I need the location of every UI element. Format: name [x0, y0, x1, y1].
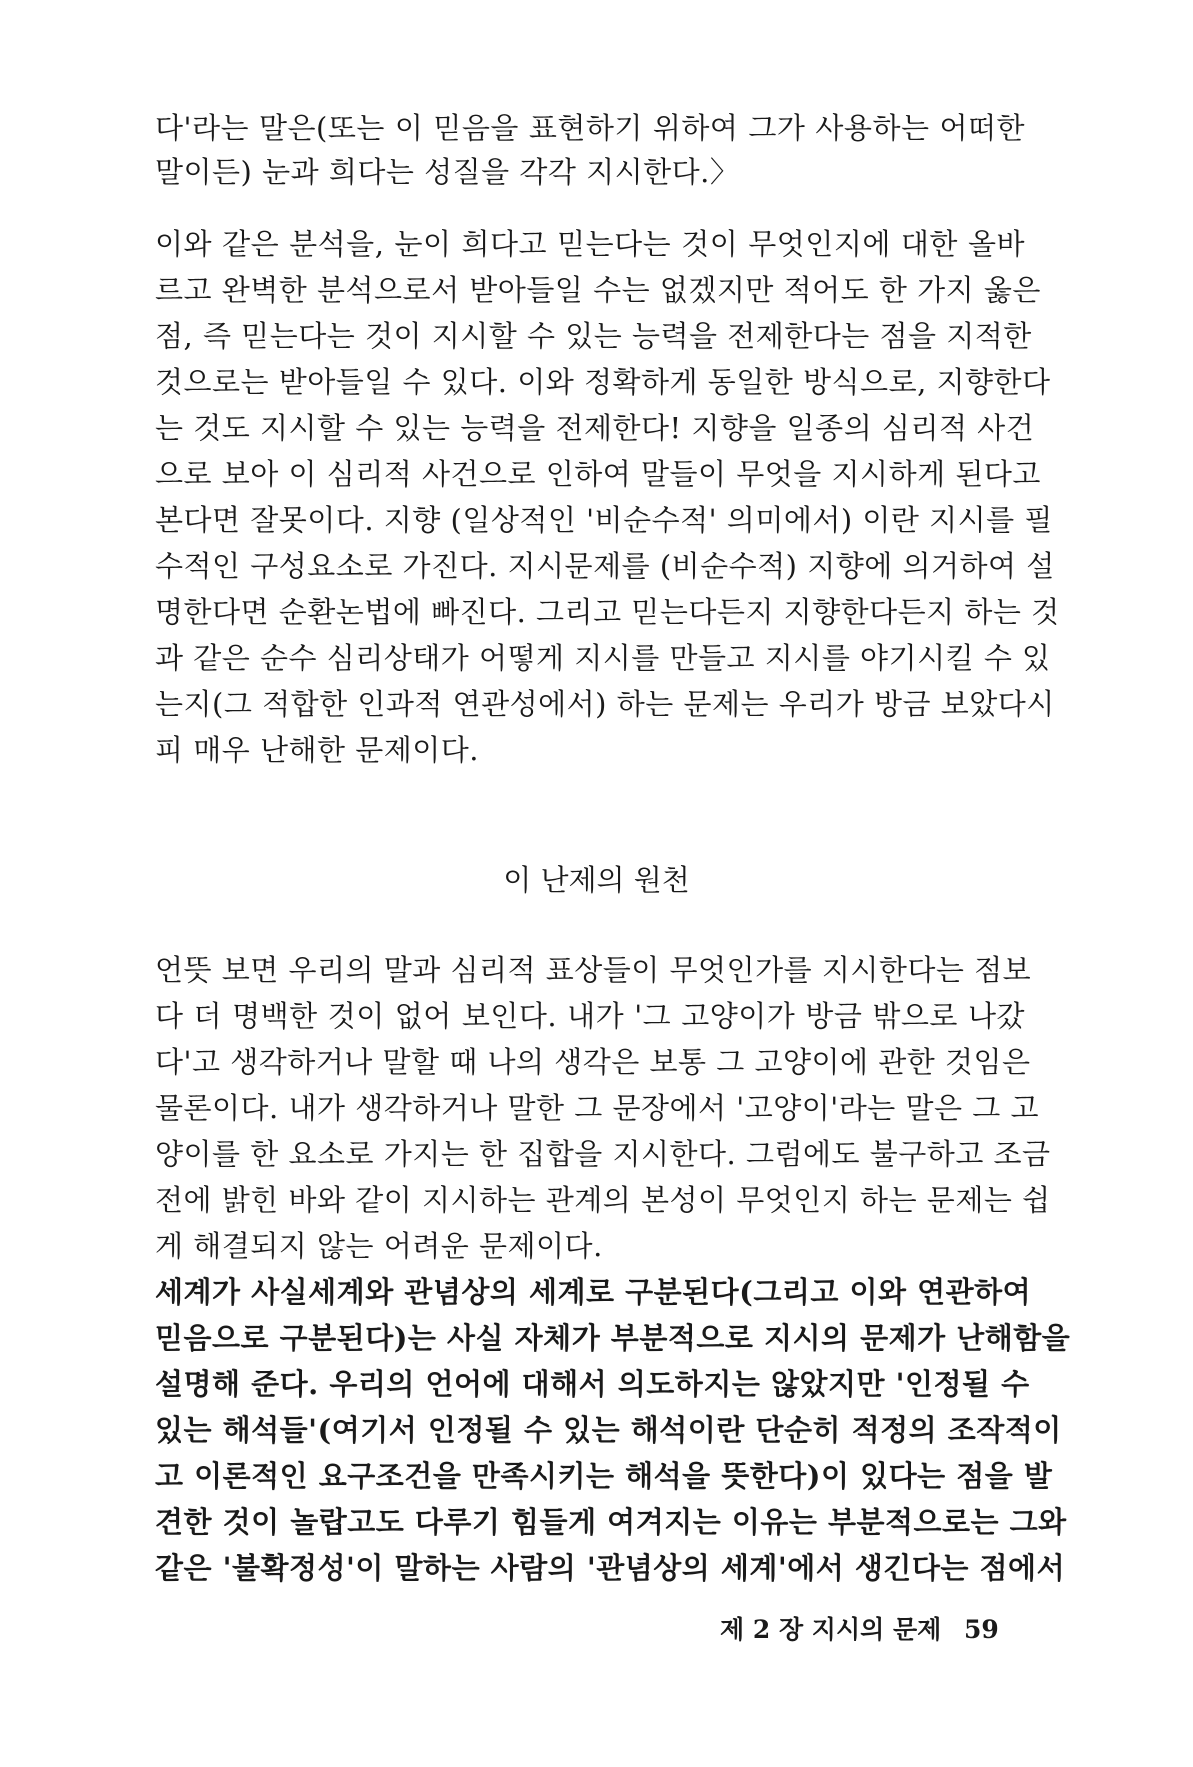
text-line: 믿음으로 구분된다)는 사실 자체가 부분적으로 지시의 문제가 난해함을 [155, 1321, 1071, 1355]
chapter-title: 제 2 장 지시의 문제 [720, 1615, 942, 1644]
text-line: 물론이다. 내가 생각하거나 말한 그 문장에서 '고양이'라는 말은 그 고 [155, 1091, 1040, 1125]
page-footer [720, 1612, 999, 1648]
text-line: 수적인 구성요소로 가진다. 지시문제를 (비순수적) 지향에 의거하여 설 [155, 549, 1055, 583]
text-line: 세계가 사실세계와 관념상의 세계로 구분된다(그리고 이와 연관하여 [155, 1275, 1032, 1309]
text-line: 점, 즉 믿는다는 것이 지시할 수 있는 능력을 전제한다는 점을 지적한 [155, 319, 1032, 353]
text-line: 명한다면 순환논법에 빠진다. 그리고 믿는다든지 지향한다든지 하는 것 [155, 595, 1060, 629]
text-line: 다'고 생각하거나 말할 때 나의 생각은 보통 그 고양이에 관한 것임은 [155, 1045, 1031, 1079]
text-line: 같은 '불확정성'이 말하는 사람의 '관념상의 세계'에서 생긴다는 점에서 [155, 1551, 1066, 1585]
text-line: 본다면 잘못이다. 지향 (일상적인 '비순수적' 의미에서) 이란 지시를 필 [155, 503, 1053, 537]
text-line: 양이를 한 요소로 가지는 한 집합을 지시한다. 그럼에도 불구하고 조금 [155, 1137, 1051, 1171]
text-line: 다 더 명백한 것이 없어 보인다. 내가 '그 고양이가 방금 밖으로 나갔 [155, 999, 1025, 1033]
text-line: 다'라는 말은(또는 이 믿음을 표현하기 위하여 그가 사용하는 어떠한 [155, 111, 1025, 145]
text-line: 설명해 준다. 우리의 언어에 대해서 의도하지는 않았지만 '인정될 수 [155, 1367, 1030, 1401]
text-line: 는 것도 지시할 수 있는 능력을 전제한다! 지향을 일종의 심리적 사건 [155, 411, 1035, 445]
page-number: 59 [963, 1615, 999, 1644]
text-line: 피 매우 난해한 문제이다. [155, 733, 480, 767]
text-line: 견한 것이 놀랍고도 다루기 힘들게 여겨지는 이유는 부분적으로는 그와 [155, 1505, 1067, 1539]
text-line: 고 이론적인 요구조건을 만족시키는 해석을 뜻한다)이 있다는 점을 발 [155, 1459, 1053, 1493]
text-line: 전에 밝힌 바와 같이 지시하는 관계의 본성이 무엇인지 하는 문제는 쉽 [155, 1183, 1051, 1217]
text-line: 으로 보아 이 심리적 사건으로 인하여 말들이 무엇을 지시하게 된다고 [155, 457, 1041, 491]
text-line: 것으로는 받아들일 수 있다. 이와 정확하게 동일한 방식으로, 지향한다 [155, 365, 1051, 399]
text-line: 는지(그 적합한 인과적 연관성에서) 하는 문제는 우리가 방금 보았다시 [155, 687, 1055, 721]
text-line: 게 해결되지 않는 어려운 문제이다. [155, 1229, 603, 1263]
text-line: 과 같은 순수 심리상태가 어떻게 지시를 만들고 지시를 야기시킬 수 있 [155, 641, 1051, 675]
section-heading: 이 난제의 원천 [503, 863, 690, 897]
text-line: 있는 해석들'(여기서 인정될 수 있는 해석이란 단순히 적정의 조작적이 [155, 1413, 1062, 1447]
text-line: 르고 완벽한 분석으로서 받아들일 수는 없겠지만 적어도 한 가지 옳은 [155, 273, 1041, 307]
text-line: 말이든) 눈과 희다는 성질을 각각 지시한다.〉 [155, 155, 740, 189]
text-line: 이와 같은 분석을, 눈이 희다고 믿는다는 것이 무엇인지에 대한 올바 [155, 227, 1025, 261]
text-line: 언뜻 보면 우리의 말과 심리적 표상들이 무엇인가를 지시한다는 점보 [155, 953, 1032, 987]
